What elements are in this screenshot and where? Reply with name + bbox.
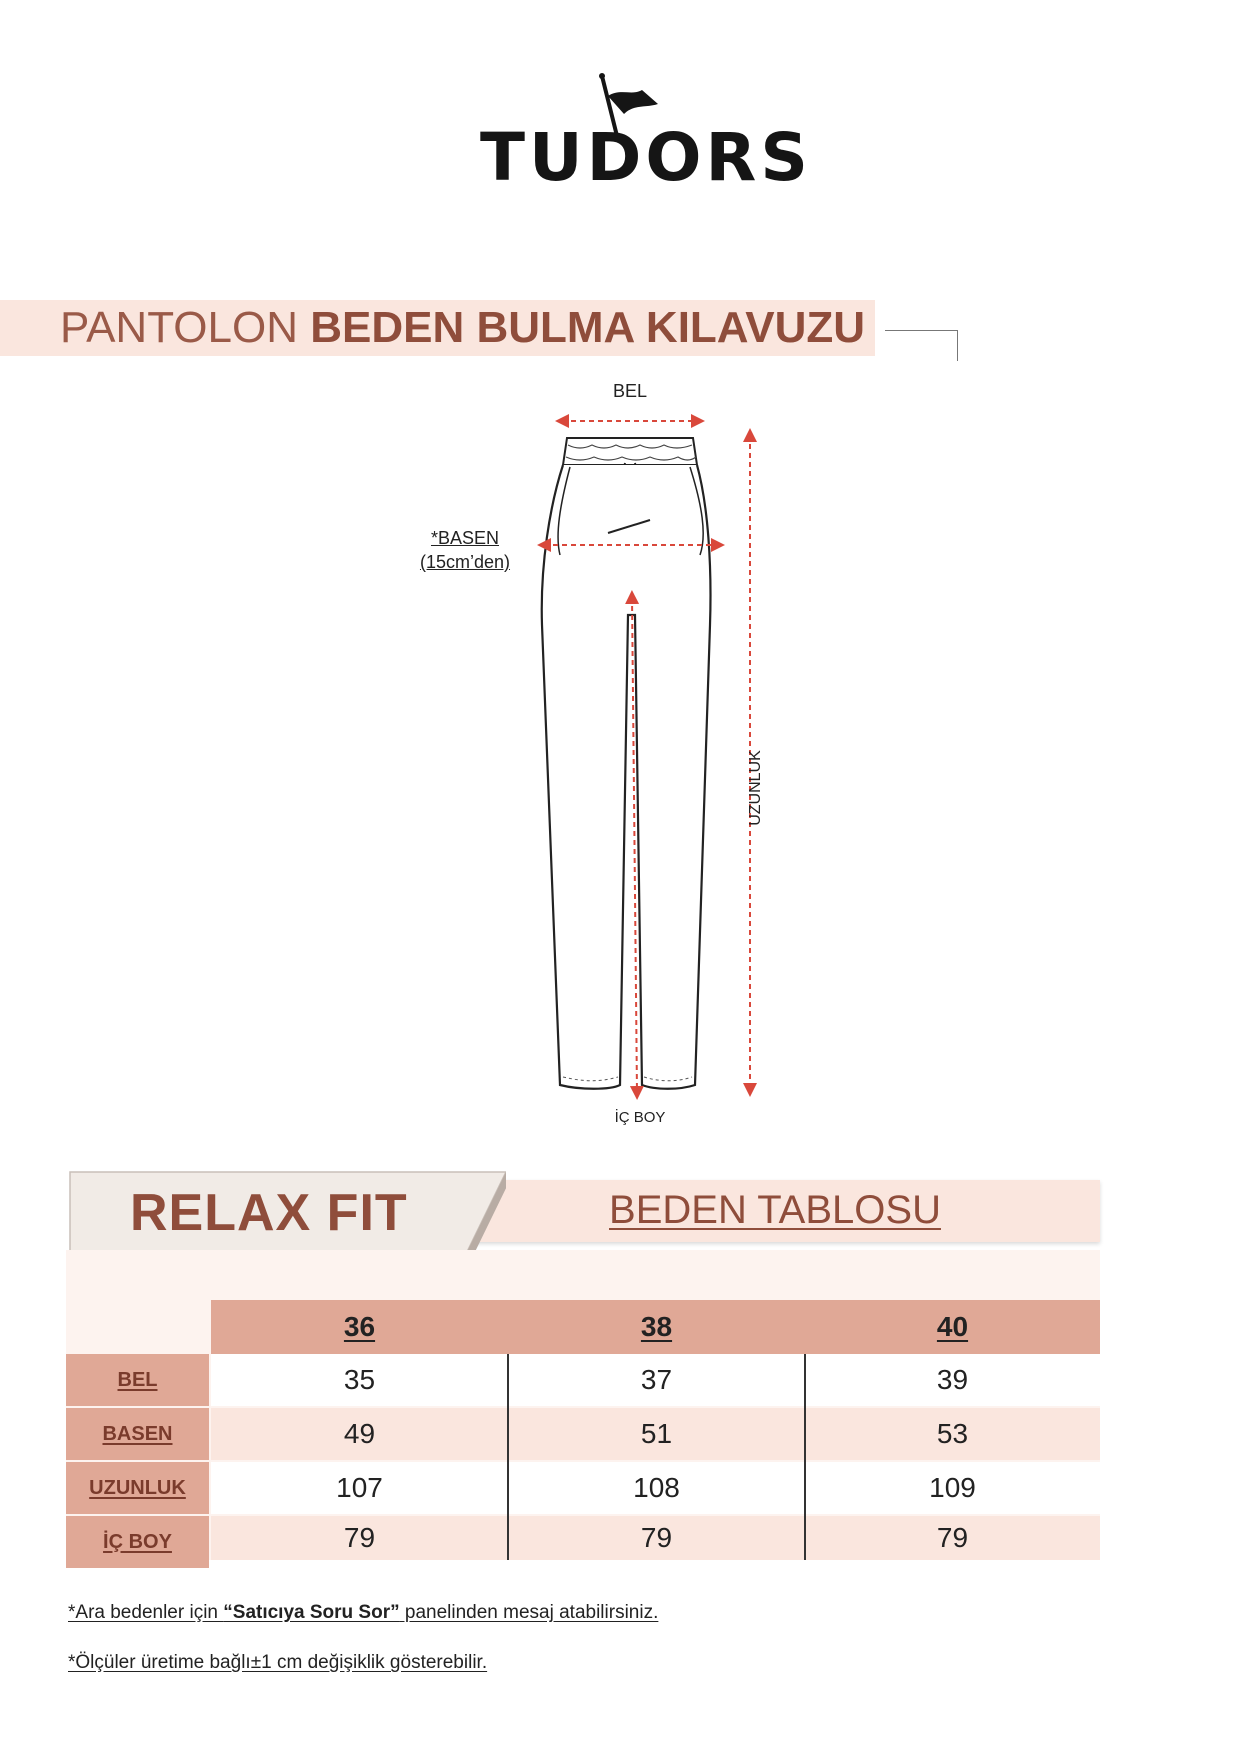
- size-header-36: 36: [211, 1300, 508, 1354]
- page-title: [60, 303, 866, 352]
- pants-outline: [542, 465, 711, 1089]
- fit-name: RELAX FIT: [130, 1184, 408, 1242]
- ic-boy-label: İÇ BOY: [614, 1109, 666, 1126]
- pants-drawing: [420, 385, 780, 1130]
- size-header-38: 38: [508, 1300, 805, 1354]
- brand-name: TUDORS: [480, 119, 812, 196]
- row-label-basen: BASEN: [66, 1408, 209, 1460]
- note1-post: panelinden mesaj atabilirsiniz.: [399, 1602, 659, 1623]
- basen-label: *BASEN: [430, 528, 500, 548]
- row-label-uzunluk: UZUNLUK: [66, 1462, 209, 1514]
- note-ask-seller: [68, 1602, 658, 1624]
- table-cell: 79: [211, 1516, 508, 1560]
- uzunluk-label: UZUNLUK: [747, 750, 764, 826]
- table-cell: 37: [508, 1354, 805, 1406]
- size-table-title: BEDEN TABLOSU: [609, 1188, 941, 1232]
- bel-label: BEL: [612, 381, 648, 401]
- table-cell: 39: [805, 1354, 1100, 1406]
- table-cell: 79: [805, 1516, 1100, 1560]
- table-cell: 51: [508, 1408, 805, 1460]
- note-tolerance: *Ölçüler üretime bağlı±1 cm değişiklik gösterebilir.: [68, 1652, 488, 1673]
- waistband: [563, 438, 697, 465]
- row-label-ic-boy: İÇ BOY: [66, 1516, 209, 1568]
- title-light: PANTOLON: [60, 303, 311, 352]
- basen-note: (15cm’den): [419, 552, 511, 572]
- row-label-bel: BEL: [66, 1354, 209, 1406]
- table-cell: 79: [508, 1516, 805, 1560]
- pants-diagram: [419, 381, 780, 1130]
- table-cell: 35: [211, 1354, 508, 1406]
- size-header-40: 40: [805, 1300, 1100, 1354]
- table-cell: 53: [805, 1408, 1100, 1460]
- column-divider: [507, 1354, 509, 1560]
- table-cell: 107: [211, 1462, 508, 1514]
- title-bold: BEDEN BULMA KILAVUZU: [310, 303, 866, 352]
- column-divider: [804, 1354, 806, 1560]
- size-table: [66, 1250, 1100, 1560]
- table-cell: 49: [211, 1408, 508, 1460]
- title-corner-decoration: [885, 330, 958, 361]
- table-cell: 109: [805, 1462, 1100, 1514]
- note1-bold: “Satıcıya Soru Sor”: [223, 1602, 400, 1623]
- note1-pre: *Ara bedenler için: [68, 1602, 224, 1623]
- brand-logo: [470, 70, 812, 200]
- table-cell: 108: [508, 1462, 805, 1514]
